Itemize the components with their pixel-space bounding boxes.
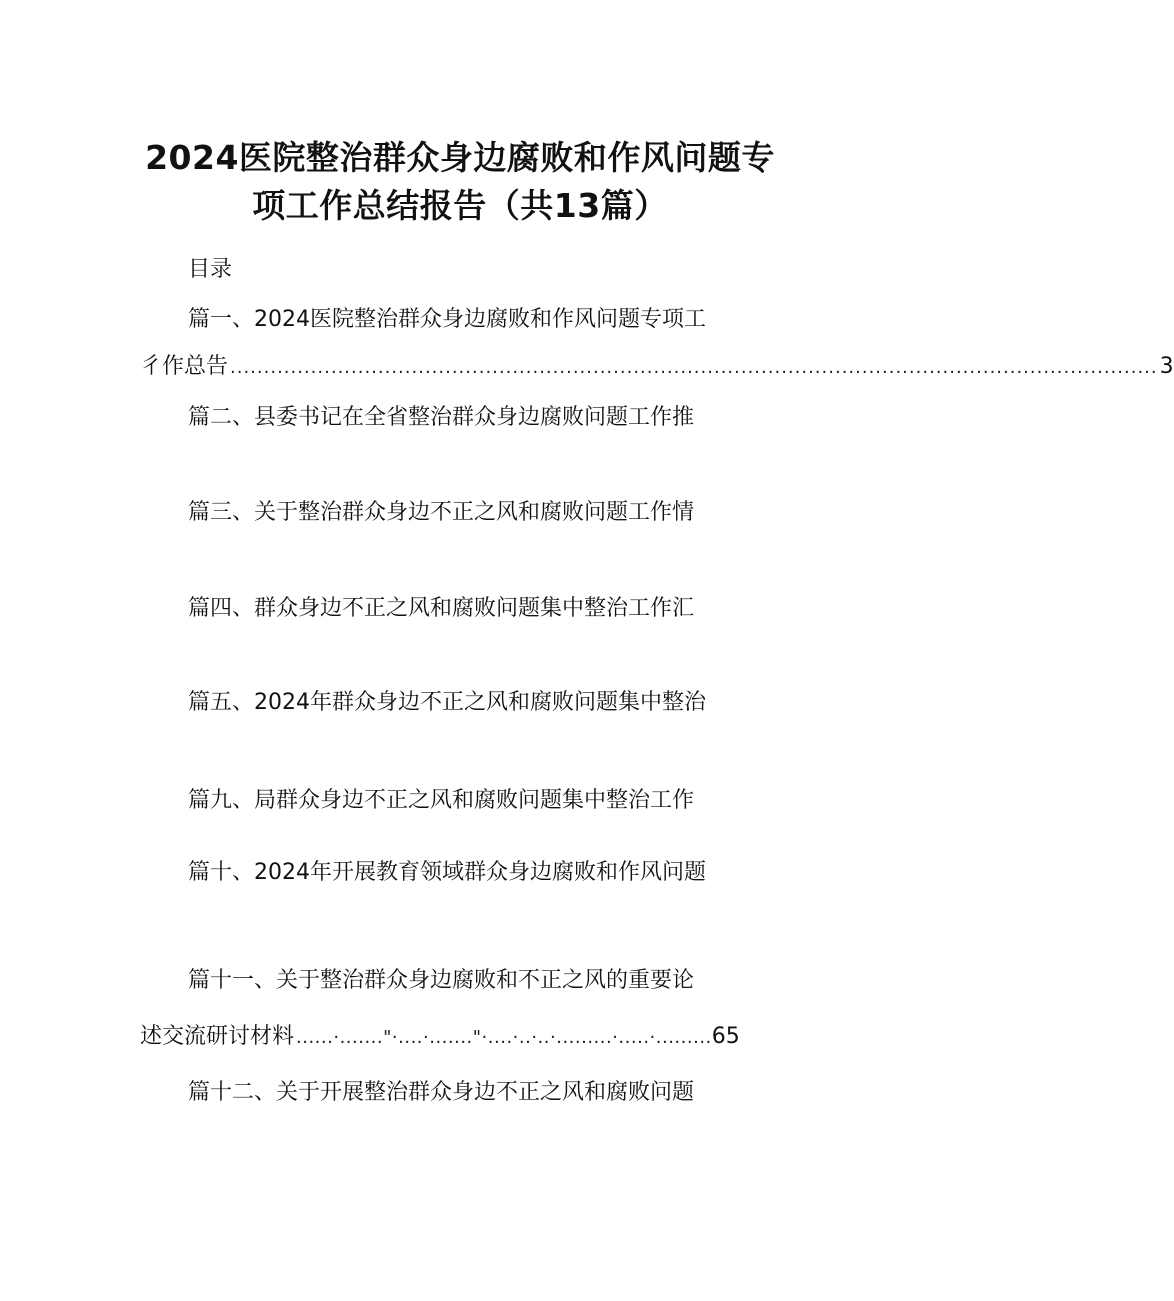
- toc-entry-11-continuation-text: 述交流研讨材料: [140, 1024, 295, 1049]
- toc-entry-4[interactable]: 篇四、群众身边不正之风和腐败问题集中整治工作汇: [188, 596, 695, 621]
- toc-entry-11-continuation[interactable]: [140, 1022, 776, 1053]
- toc-entry-2[interactable]: 篇二、县委书记在全省整治群众身边腐败问题工作推: [188, 405, 695, 430]
- toc-entry-1[interactable]: 篇一、2024医院整治群众身边腐败和作风问题专项工: [188, 307, 706, 332]
- toc-entry-12[interactable]: 篇十二、关于开展整治群众身边不正之风和腐败问题: [188, 1080, 695, 1105]
- toc-page-number: 65: [711, 1024, 740, 1049]
- toc-entry-3[interactable]: 篇三、关于整治群众身边不正之风和腐败问题工作情: [188, 500, 695, 525]
- document-title-line-2: 项工作总结报告（共13篇）: [252, 186, 668, 225]
- toc-entry-5[interactable]: 篇五、2024年群众身边不正之风和腐败问题集中整治: [188, 690, 706, 715]
- toc-entry-1-continuation[interactable]: [140, 352, 1174, 383]
- toc-entry-9[interactable]: 篇九、局群众身边不正之风和腐败问题集中整治工作: [188, 788, 695, 813]
- toc-entry-10[interactable]: 篇十、2024年开展教育领域群众身边腐败和作风问题: [188, 860, 706, 885]
- toc-entry-1-continuation-text: 彳作总告: [140, 354, 229, 379]
- toc-leader-dots: ..........................................................................................................................................: [230, 357, 1158, 378]
- toc-leader-dots: ......·......."·....·......."·....·..·..·.........·.....·.........: [296, 1027, 712, 1048]
- document-title-line-1: 2024医院整治群众身边腐败和作风问题专: [145, 138, 775, 177]
- toc-entry-11[interactable]: 篇十一、关于整治群众身边腐败和不正之风的重要论: [188, 968, 695, 993]
- toc-page-number: 3: [1159, 354, 1174, 379]
- toc-heading: 目录: [188, 257, 233, 282]
